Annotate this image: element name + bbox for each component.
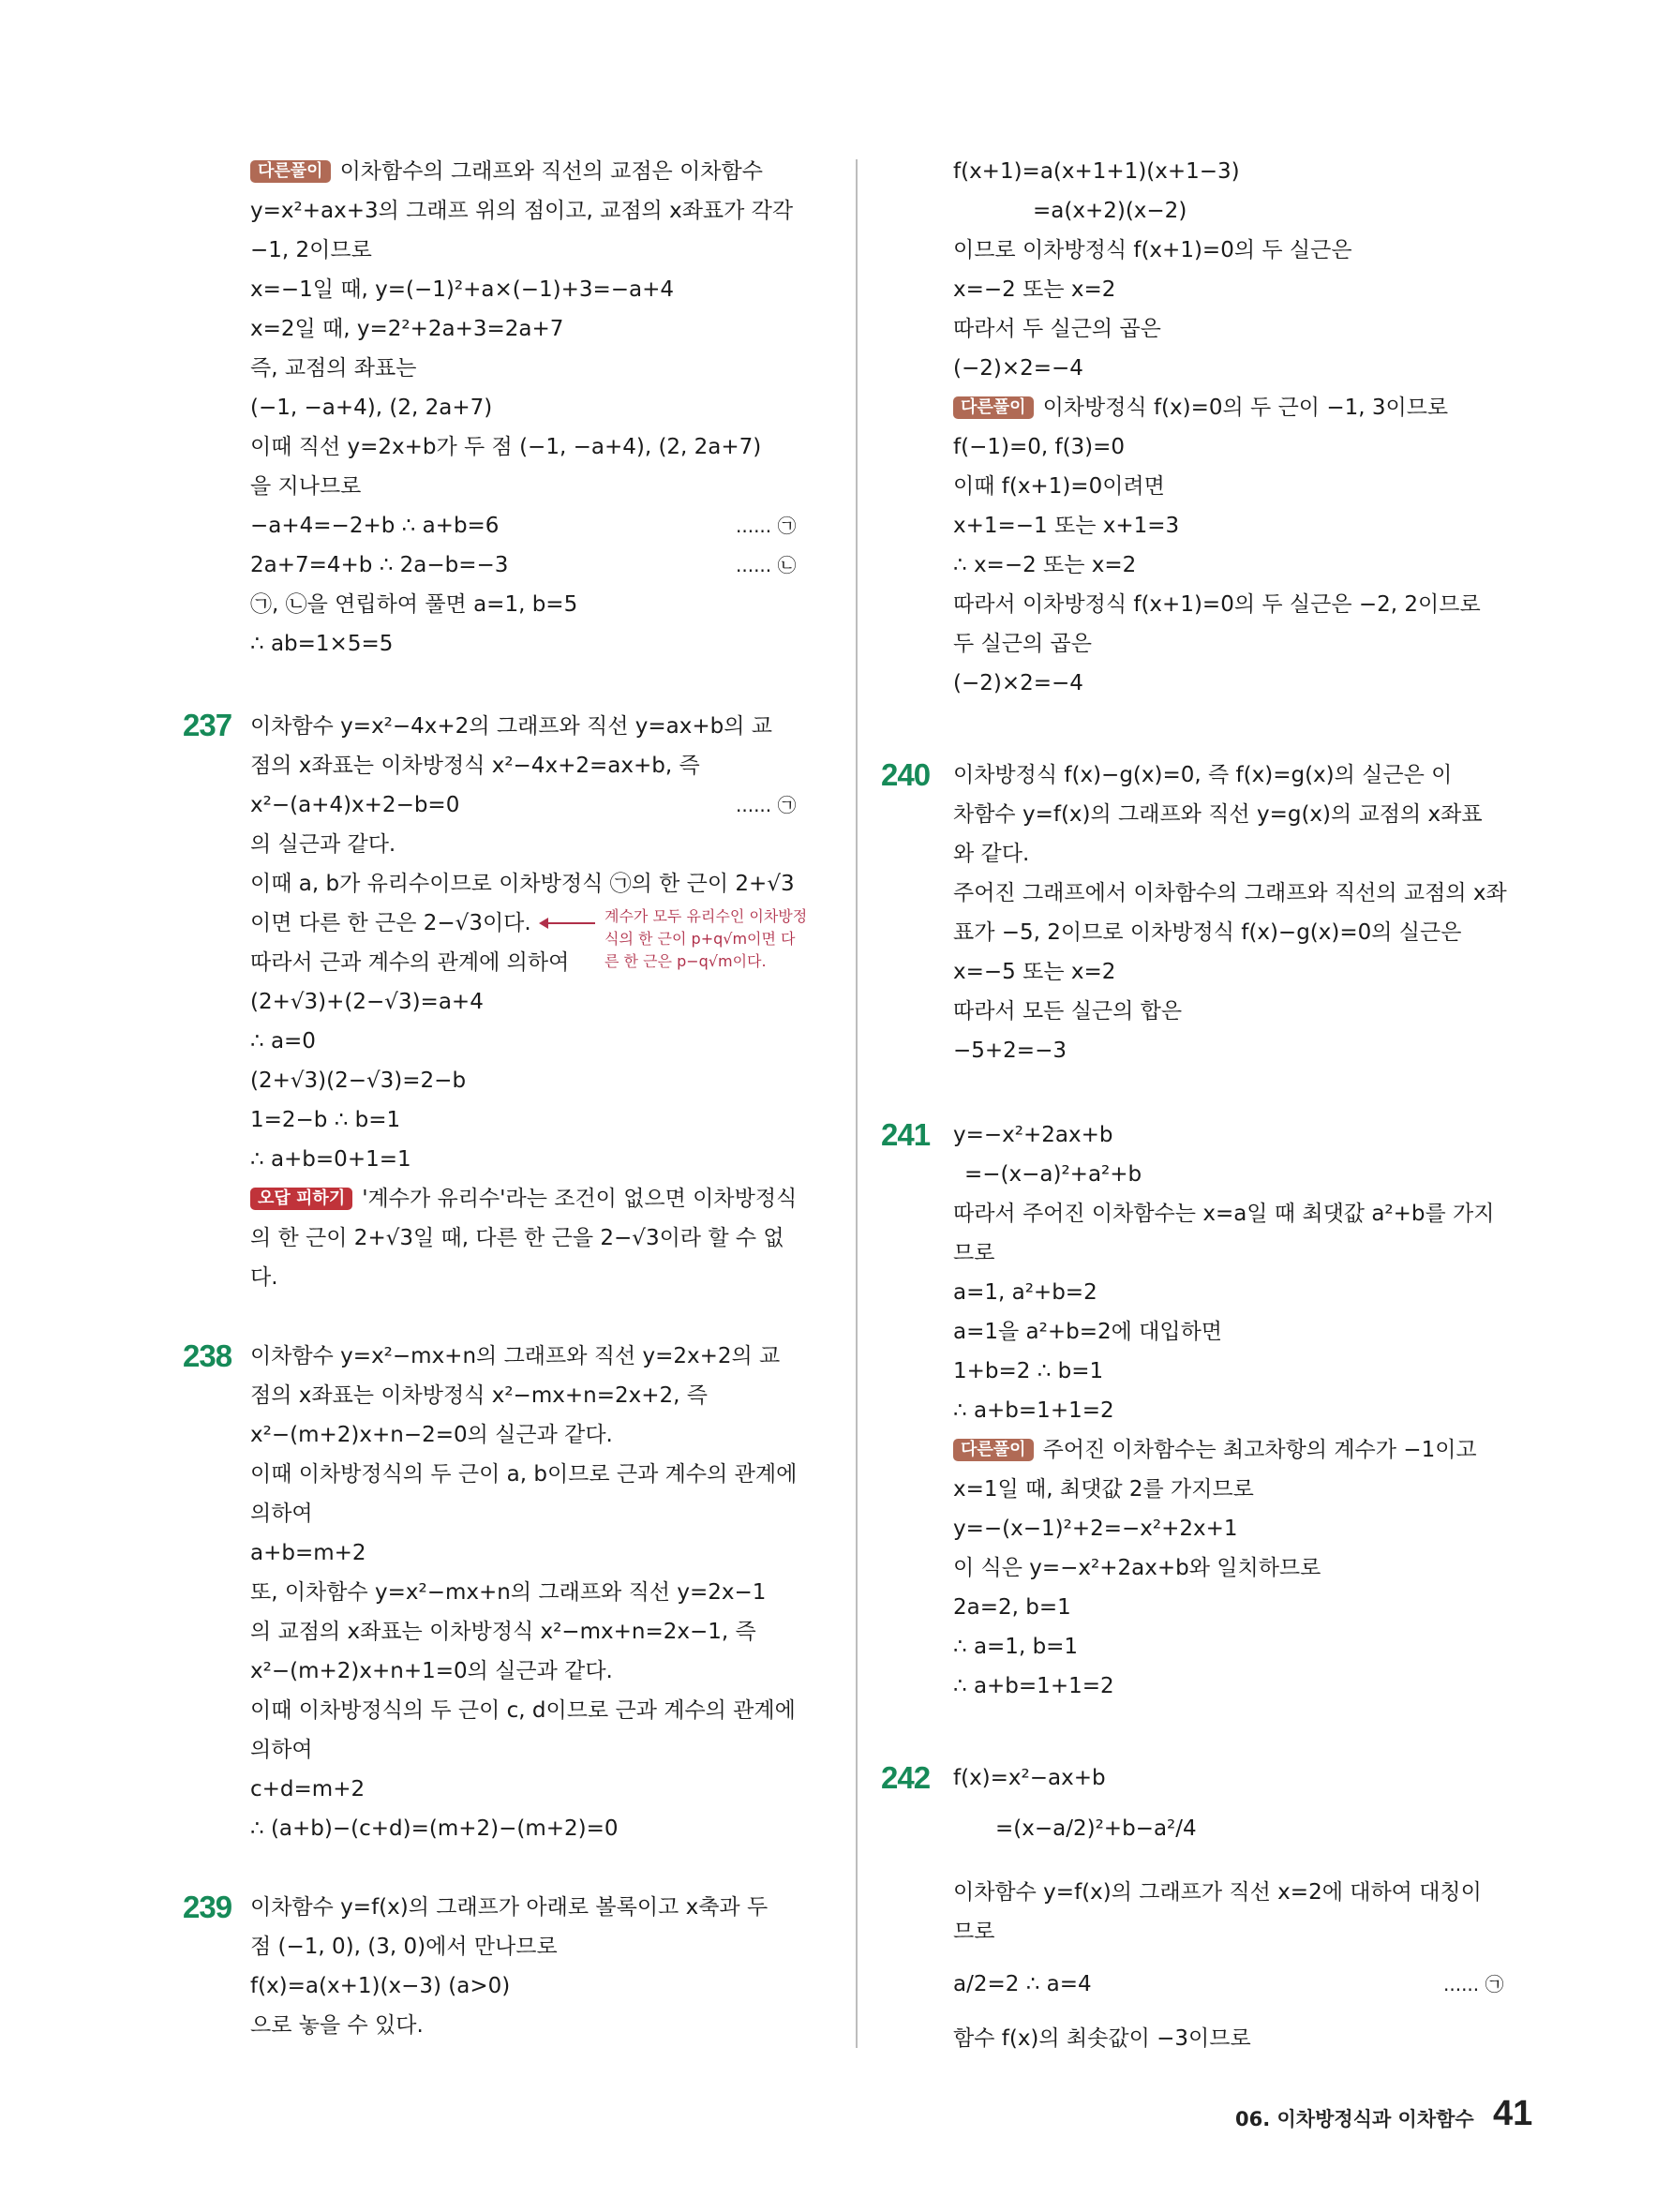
text-line: =(x−a/2)²+b−a²/4: [995, 1816, 1197, 1841]
text-line: 따라서 두 실근의 곱은: [953, 317, 1161, 341]
text-line: ∴ ab=1×5=5: [250, 632, 394, 656]
text-line: (2+√3)(2−√3)=2−b: [250, 1069, 467, 1093]
text-line: 이때 이차방정식의 두 근이 a, b이므로 근과 계수의 관계에: [250, 1462, 798, 1487]
text-line: f(x)=x²−ax+b: [953, 1766, 1106, 1790]
text-line: 2a+7=4+b ∴ 2a−b=−3: [250, 553, 509, 577]
text-line: a=1, a²+b=2: [953, 1280, 1097, 1305]
text-line: 점의 x좌표는 이차방정식 x²−4x+2=ax+b, 즉: [250, 754, 700, 778]
text-line: 이 식은 y=−x²+2ax+b와 일치하므로: [953, 1556, 1321, 1580]
text-line: x+1=−1 또는 x+1=3: [953, 514, 1180, 538]
alt-solution-1-line: 다른풀이 이차함수의 그래프와 직선의 교점은 이차함수: [250, 157, 763, 186]
text-line: 따라서 모든 실근의 합은: [953, 999, 1183, 1024]
tip-tag: 오답 피하기: [250, 1188, 352, 1210]
text-line: ∴ a+b=1+1=2: [953, 1398, 1114, 1423]
alt-solution-tag: 다른풀이: [953, 1439, 1034, 1461]
text-line: x²−(m+2)x+n−2=0의 실근과 같다.: [250, 1423, 613, 1447]
text-line: 주어진 그래프에서 이차함수의 그래프와 직선의 교점의 x좌: [953, 881, 1507, 905]
text-line: 이차함수 y=x²−4x+2의 그래프와 직선 y=ax+b의 교: [250, 714, 772, 739]
text-line: a/2=2 ∴ a=4: [953, 1972, 1092, 1996]
text-line: 차함수 y=f(x)의 그래프와 직선 y=g(x)의 교점의 x좌표: [953, 802, 1483, 827]
chapter-title: 06. 이차방정식과 이차함수: [1235, 2108, 1474, 2130]
text-line: y=−(x−1)²+2=−x²+2x+1: [953, 1517, 1238, 1541]
text-line: 2a=2, b=1: [953, 1595, 1071, 1620]
text-line: 다.: [250, 1265, 278, 1290]
text-line: y=x²+ax+3의 그래프 위의 점이고, 교점의 x좌표가 각각: [250, 199, 794, 223]
text-line: (−2)×2=−4: [953, 356, 1083, 381]
text-line: ∴ a+b=1+1=2: [953, 1674, 1114, 1698]
text-line: 따라서 근과 계수의 관계에 의하여: [250, 950, 570, 975]
text-line: 이차방정식 f(x)−g(x)=0, 즉 f(x)=g(x)의 실근은 이: [953, 763, 1453, 787]
text-line: f(−1)=0, f(3)=0: [953, 435, 1126, 459]
text-line: 으로 놓을 수 있다.: [250, 2013, 424, 2038]
problem-number-241: 241: [881, 1117, 931, 1152]
text-line: y=−x²+2ax+b: [953, 1123, 1113, 1147]
text-line: 이면 다른 한 근은 2−√3이다.: [250, 911, 531, 935]
text-line: a+b=m+2: [250, 1541, 366, 1565]
text-line: 와 같다.: [953, 842, 1030, 866]
problem-number-242: 242: [881, 1760, 931, 1795]
text-line: a=1을 a²+b=2에 대입하면: [953, 1320, 1223, 1344]
equation-marker: ...... ㉠: [1443, 1973, 1504, 1995]
text-line: ㉠, ㉡을 연립하여 풀면 a=1, b=5: [250, 592, 578, 617]
text-line: −1, 2이므로: [250, 238, 372, 262]
equation-marker: ...... ㉡: [736, 554, 797, 576]
alt-solution-2-line: 다른풀이 이차방정식 f(x)=0의 두 근이 −1, 3이므로: [953, 394, 1448, 422]
text-line: (−2)×2=−4: [953, 671, 1083, 695]
text-line: (−1, −a+4), (2, 2a+7): [250, 396, 493, 420]
text-line: 을 지나므로: [250, 474, 362, 499]
text-line: 의 한 근이 2+√3일 때, 다른 한 근을 2−√3이라 할 수 없: [250, 1226, 784, 1250]
text-line: ∴ (a+b)−(c+d)=(m+2)−(m+2)=0: [250, 1816, 619, 1841]
text-line: ∴ a=1, b=1: [953, 1635, 1079, 1659]
text-line: =−(x−a)²+a²+b: [964, 1162, 1142, 1187]
text-line: 의 교점의 x좌표는 이차방정식 x²−mx+n=2x−1, 즉: [250, 1620, 756, 1644]
text-line: x=2일 때, y=2²+2a+3=2a+7: [250, 317, 564, 341]
note-arrow-icon: [546, 922, 595, 924]
text-line: 이므로 이차방정식 f(x+1)=0의 두 실근은: [953, 238, 1352, 262]
alt-solution-tag: 다른풀이: [953, 396, 1034, 419]
text-line: −a+4=−2+b ∴ a+b=6: [250, 514, 500, 538]
text-line: f(x+1)=a(x+1+1)(x+1−3): [953, 159, 1240, 184]
text-line: 이차함수 y=f(x)의 그래프가 아래로 볼록이고 x축과 두: [250, 1895, 769, 1920]
text-line: x²−(m+2)x+n+1=0의 실근과 같다.: [250, 1659, 613, 1683]
text-line: 점 (−1, 0), (3, 0)에서 만나므로: [250, 1935, 558, 1959]
text-line: c+d=m+2: [250, 1777, 366, 1801]
alt-solution-3-line: 다른풀이 주어진 이차함수는 최고차항의 계수가 −1이고: [953, 1436, 1477, 1464]
text-line: 므로: [953, 1920, 995, 1944]
equation-marker: ...... ㉠: [736, 794, 797, 816]
text-line: 의하여: [250, 1738, 313, 1762]
side-note-line: 계수가 모두 유리수인 이차방정: [605, 907, 808, 925]
text-line: 또, 이차함수 y=x²−mx+n의 그래프와 직선 y=2x−1: [250, 1580, 767, 1605]
problem-number-240: 240: [881, 757, 931, 792]
text-line: 따라서 주어진 이차함수는 x=a일 때 최댓값 a²+b를 가지: [953, 1202, 1495, 1226]
text-line: 1=2−b ∴ b=1: [250, 1108, 401, 1132]
text-line: 이때 a, b가 유리수이므로 이차방정식 ㉠의 한 근이 2+√3: [250, 872, 795, 896]
text-line: f(x)=a(x+1)(x−3) (a>0): [250, 1974, 511, 1998]
text-line: =a(x+2)(x−2): [1033, 199, 1187, 223]
alt-solution-tag: 다른풀이: [250, 160, 331, 183]
text-line: 므로: [953, 1241, 995, 1265]
text-line: 점의 x좌표는 이차방정식 x²−mx+n=2x+2, 즉: [250, 1383, 708, 1408]
text-line: 1+b=2 ∴ b=1: [953, 1359, 1104, 1383]
text-line: 함수 f(x)의 최솟값이 −3이므로: [953, 2026, 1251, 2051]
equation-marker: ...... ㉠: [736, 515, 797, 537]
side-note-line: 른 한 근은 p−q√m이다.: [605, 952, 767, 970]
text-line: ∴ x=−2 또는 x=2: [953, 553, 1137, 577]
page-number: 41: [1493, 2094, 1533, 2133]
text-line: x=1일 때, 최댓값 2를 가지므로: [953, 1477, 1254, 1502]
column-divider: [856, 159, 858, 2048]
text-line: 의 실근과 같다.: [250, 832, 396, 857]
text-line: ∴ a=0: [250, 1029, 316, 1054]
text-line: 따라서 이차방정식 f(x+1)=0의 두 실근은 −2, 2이므로: [953, 592, 1481, 617]
text-line: 이때 f(x+1)=0이려면: [953, 474, 1165, 499]
text-line: 이때 직선 y=2x+b가 두 점 (−1, −a+4), (2, 2a+7): [250, 435, 762, 459]
problem-number-238: 238: [183, 1338, 232, 1373]
text-line: −5+2=−3: [953, 1039, 1067, 1063]
text-line: x²−(a+4)x+2−b=0: [250, 793, 460, 817]
side-note-line: 식의 한 근이 p+q√m이면 다: [605, 930, 796, 948]
text-line: 두 실근의 곱은: [953, 632, 1092, 656]
text-line: ∴ a+b=0+1=1: [250, 1147, 411, 1172]
problem-number-239: 239: [183, 1890, 232, 1924]
text-line: 즉, 교점의 좌표는: [250, 356, 417, 381]
text-line: 의하여: [250, 1502, 313, 1526]
text-line: 이때 이차방정식의 두 근이 c, d이므로 근과 계수의 관계에: [250, 1698, 796, 1723]
text-line: x=−2 또는 x=2: [953, 277, 1116, 302]
text-line: 이차함수 y=f(x)의 그래프가 직선 x=2에 대하여 대칭이: [953, 1880, 1482, 1905]
text-line: x=−5 또는 x=2: [953, 960, 1116, 984]
problem-number-237: 237: [183, 708, 232, 742]
text-line: (2+√3)+(2−√3)=a+4: [250, 990, 484, 1014]
text-line: x=−1일 때, y=(−1)²+a×(−1)+3=−a+4: [250, 277, 675, 302]
text-line: 표가 −5, 2이므로 이차방정식 f(x)−g(x)=0의 실근은: [953, 920, 1462, 945]
text-line: 이차함수 y=x²−mx+n의 그래프와 직선 y=2x+2의 교: [250, 1344, 781, 1368]
tip-line: 오답 피하기 '계수가 유리수'라는 조건이 없으면 이차방정식: [250, 1185, 797, 1213]
